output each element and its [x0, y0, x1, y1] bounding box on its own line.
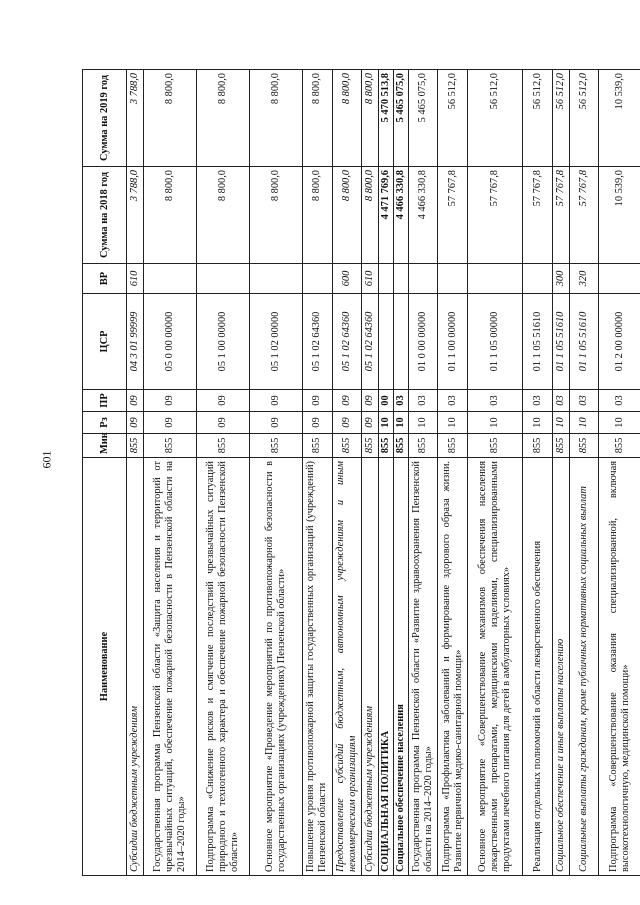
cell-name: Реализация отдельных полномочий в области лекарственного обеспечения [523, 458, 553, 876]
cell-name: Государственная программа Пензенской области «Защита населения и территорий от чрезвычайных ситуаций, обеспечение пожарной безопасности в Пензенской области на 2014–2020 годы» [143, 458, 196, 876]
cell-vr [249, 264, 302, 294]
cell-rz: 09 [196, 412, 249, 434]
table-body [127, 70, 640, 876]
cell-rz: 09 [143, 412, 196, 434]
cell-sum-2019: 56 512,0 [552, 70, 569, 167]
cell-pr: 09 [127, 390, 144, 412]
table-row [379, 70, 394, 876]
cell-vr: 610 [362, 264, 379, 294]
cell-sum-2018: 57 767,8 [523, 167, 553, 264]
cell-min: 855 [408, 434, 438, 458]
cell-min: 855 [127, 434, 144, 458]
header-name: Наименование [83, 458, 127, 876]
cell-csr: 01 1 00 00000 [438, 294, 468, 390]
table-row [196, 70, 249, 876]
header-sum-2018: Сумма на 2018 год [83, 167, 127, 264]
cell-name: Подпрограмма «Снижение рисков и смягчение последствий чрезвычайных ситуаций природного и техногенного характера и обеспечение пожарной безопасности Пензенской области» [196, 458, 249, 876]
cell-name: Субсидии бюджетным учреждениям [362, 458, 379, 876]
cell-csr: 05 0 00 00000 [143, 294, 196, 390]
cell-min: 855 [332, 434, 362, 458]
cell-csr: 01 1 05 51610 [569, 294, 599, 390]
cell-sum-2019: 8 800,0 [249, 70, 302, 167]
cell-min: 855 [362, 434, 379, 458]
cell-min: 855 [438, 434, 468, 458]
table-row [332, 70, 362, 876]
cell-pr: 03 [523, 390, 553, 412]
table-row [362, 70, 379, 876]
cell-sum-2018: 8 800,0 [249, 167, 302, 264]
cell-vr [393, 264, 408, 294]
cell-name: Субсидии бюджетным учреждениям [127, 458, 144, 876]
cell-vr: 610 [127, 264, 144, 294]
cell-min: 855 [552, 434, 569, 458]
cell-sum-2019: 3 788,0 [127, 70, 144, 167]
cell-pr: 09 [302, 390, 332, 412]
cell-sum-2019: 56 512,0 [569, 70, 599, 167]
rotated-budget-table-container [82, 70, 640, 876]
cell-vr [379, 264, 394, 294]
cell-rz: 10 [599, 412, 640, 434]
cell-pr: 03 [438, 390, 468, 412]
cell-sum-2018: 57 767,8 [468, 167, 523, 264]
cell-sum-2019: 8 800,0 [362, 70, 379, 167]
cell-csr: 01 2 00 00000 [599, 294, 640, 390]
cell-pr: 03 [569, 390, 599, 412]
cell-pr: 03 [599, 390, 640, 412]
cell-min: 855 [379, 434, 394, 458]
cell-rz: 09 [127, 412, 144, 434]
cell-min: 855 [143, 434, 196, 458]
budget-table [82, 69, 640, 876]
cell-csr: 05 1 02 64360 [302, 294, 332, 390]
cell-vr [196, 264, 249, 294]
cell-min: 855 [393, 434, 408, 458]
cell-rz: 09 [362, 412, 379, 434]
cell-min: 855 [468, 434, 523, 458]
cell-rz: 10 [438, 412, 468, 434]
cell-sum-2018: 57 767,8 [569, 167, 599, 264]
cell-csr: 01 1 05 51610 [552, 294, 569, 390]
table-row [408, 70, 438, 876]
cell-csr [379, 294, 394, 390]
cell-rz: 09 [332, 412, 362, 434]
cell-rz: 10 [408, 412, 438, 434]
cell-csr: 05 1 02 64360 [332, 294, 362, 390]
cell-rz: 10 [379, 412, 394, 434]
cell-vr [302, 264, 332, 294]
cell-sum-2019: 56 512,0 [523, 70, 553, 167]
cell-pr: 03 [468, 390, 523, 412]
page-number: 601 [39, 450, 54, 469]
cell-pr: 03 [552, 390, 569, 412]
cell-sum-2019: 5 470 513,8 [379, 70, 394, 167]
cell-rz: 10 [468, 412, 523, 434]
cell-min: 855 [196, 434, 249, 458]
table-row [127, 70, 144, 876]
cell-vr [523, 264, 553, 294]
cell-csr: 01 0 00 00000 [408, 294, 438, 390]
cell-sum-2018: 3 788,0 [127, 167, 144, 264]
cell-rz: 10 [393, 412, 408, 434]
cell-pr: 09 [196, 390, 249, 412]
cell-name: Государственная программа Пензенской области «Развитие здравоохранения Пензенской области на 2014–2020 годы» [408, 458, 438, 876]
cell-rz: 10 [569, 412, 599, 434]
table-row [249, 70, 302, 876]
cell-name: Социальное обеспечение и иные выплаты населению [552, 458, 569, 876]
cell-sum-2018: 8 800,0 [143, 167, 196, 264]
cell-sum-2018: 8 800,0 [332, 167, 362, 264]
table-row [523, 70, 553, 876]
cell-sum-2018: 57 767,8 [552, 167, 569, 264]
cell-pr: 03 [408, 390, 438, 412]
header-csr: ЦСР [83, 294, 127, 390]
cell-sum-2019: 10 539,0 [599, 70, 640, 167]
cell-vr: 300 [552, 264, 569, 294]
cell-rz: 09 [302, 412, 332, 434]
cell-sum-2019: 56 512,0 [468, 70, 523, 167]
cell-csr: 01 1 05 51610 [523, 294, 553, 390]
header-min: Мин [83, 434, 127, 458]
cell-name: Предоставление субсидий бюджетным, автономным учреждениям и иным некоммерческим организациям [332, 458, 362, 876]
cell-vr: 320 [569, 264, 599, 294]
cell-csr: 05 1 02 00000 [249, 294, 302, 390]
cell-pr: 00 [379, 390, 394, 412]
cell-rz: 09 [249, 412, 302, 434]
cell-sum-2018: 4 466 330,8 [408, 167, 438, 264]
cell-vr [468, 264, 523, 294]
cell-pr: 09 [362, 390, 379, 412]
cell-rz: 10 [552, 412, 569, 434]
header-sum-2019: Сумма на 2019 год [83, 70, 127, 167]
cell-sum-2019: 8 800,0 [332, 70, 362, 167]
cell-name: Основное мероприятие «Совершенствование механизмов обеспечения населения лекарственными препаратами, медицинскими изделиями, специализированными продуктами лечебного питания для детей в амбулаторных условиях» [468, 458, 523, 876]
cell-rz: 10 [523, 412, 553, 434]
cell-name: Повышение уровня противопожарной защиты государственных организаций (учреждений) Пензенской области [302, 458, 332, 876]
table-row [393, 70, 408, 876]
cell-sum-2018: 57 767,8 [438, 167, 468, 264]
cell-vr [408, 264, 438, 294]
cell-vr [438, 264, 468, 294]
cell-vr [143, 264, 196, 294]
cell-sum-2018: 8 800,0 [196, 167, 249, 264]
cell-name: Основное мероприятие «Проведение мероприятий по противопожарной безопасности в государственных организациях (учреждениях) Пензенской области» [249, 458, 302, 876]
table-row [569, 70, 599, 876]
cell-min: 855 [569, 434, 599, 458]
cell-sum-2019: 8 800,0 [196, 70, 249, 167]
cell-pr: 09 [143, 390, 196, 412]
header-vr: ВР [83, 264, 127, 294]
header-pr: ПР [83, 390, 127, 412]
table-row [599, 70, 640, 876]
cell-csr: 05 1 00 00000 [196, 294, 249, 390]
table-header-row [83, 70, 127, 876]
cell-vr: 600 [332, 264, 362, 294]
table-row [143, 70, 196, 876]
cell-min: 855 [249, 434, 302, 458]
cell-csr: 01 1 05 00000 [468, 294, 523, 390]
cell-min: 855 [599, 434, 640, 458]
cell-csr: 04 3 01 99999 [127, 294, 144, 390]
cell-name: Подпрограмма «Профилактика заболеваний и формирование здорового образа жизни. Развитие первичной медико-санитарной помощи» [438, 458, 468, 876]
table-row [302, 70, 332, 876]
cell-sum-2018: 8 800,0 [302, 167, 332, 264]
cell-sum-2018: 10 539,0 [599, 167, 640, 264]
cell-sum-2018: 4 471 769,6 [379, 167, 394, 264]
cell-pr: 09 [332, 390, 362, 412]
cell-min: 855 [302, 434, 332, 458]
cell-name: Подпрограмма «Совершенствование оказания специализированной, включая высокотехнологичную, медицинской помощи» [599, 458, 640, 876]
cell-csr: 05 1 02 64360 [362, 294, 379, 390]
cell-sum-2019: 5 465 075,0 [408, 70, 438, 167]
header-rz: Рз [83, 412, 127, 434]
cell-csr [393, 294, 408, 390]
cell-sum-2019: 8 800,0 [143, 70, 196, 167]
cell-name: СОЦИАЛЬНАЯ ПОЛИТИКА [379, 458, 394, 876]
cell-vr [599, 264, 640, 294]
table-row [552, 70, 569, 876]
cell-min: 855 [523, 434, 553, 458]
table-row [468, 70, 523, 876]
cell-sum-2018: 8 800,0 [362, 167, 379, 264]
cell-name: Социальные выплаты гражданам, кроме публичных нормативных социальных выплат [569, 458, 599, 876]
cell-pr: 09 [249, 390, 302, 412]
cell-pr: 03 [393, 390, 408, 412]
cell-name: Социальное обеспечение населения [393, 458, 408, 876]
cell-sum-2019: 5 465 075,0 [393, 70, 408, 167]
cell-sum-2019: 56 512,0 [438, 70, 468, 167]
table-row [438, 70, 468, 876]
cell-sum-2019: 8 800,0 [302, 70, 332, 167]
cell-sum-2018: 4 466 330,8 [393, 167, 408, 264]
